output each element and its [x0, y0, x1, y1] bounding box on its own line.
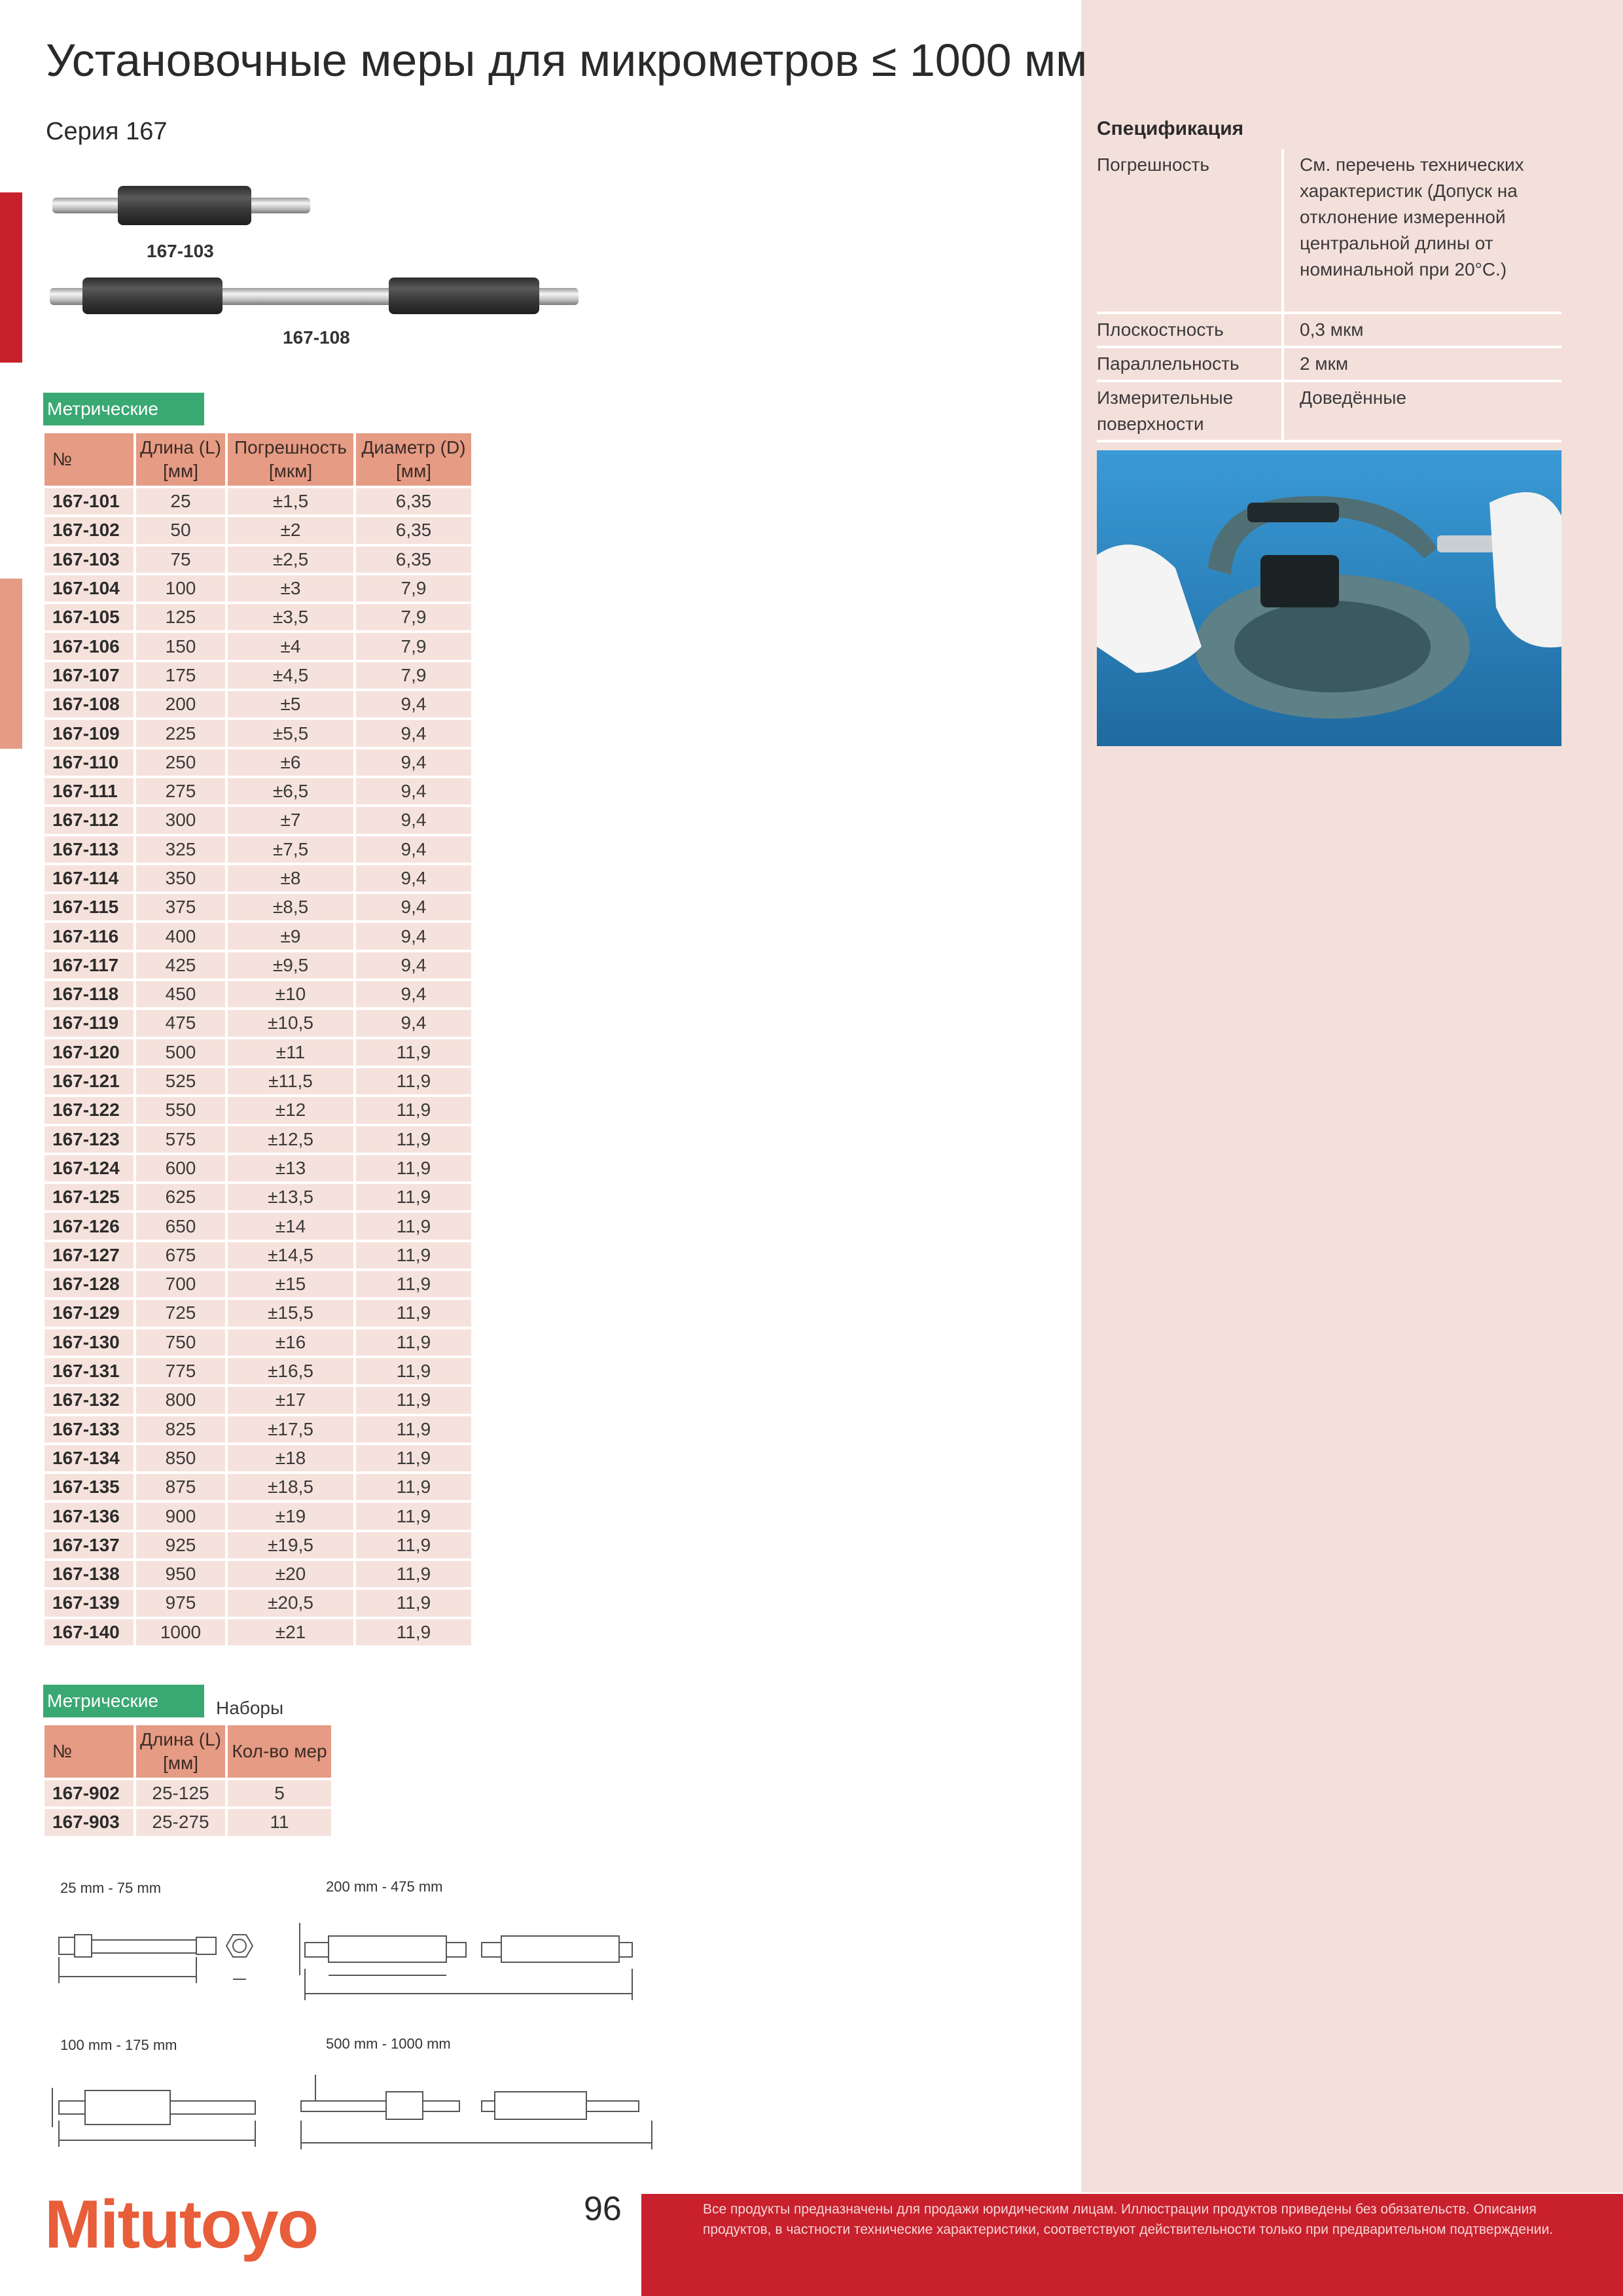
table-cell: ±15 [228, 1271, 356, 1300]
table-cell: ±10 [228, 981, 356, 1010]
table-cell: ±5 [228, 691, 356, 720]
cell-item-number: 167-134 [45, 1445, 136, 1474]
table-cell: 9,4 [356, 720, 474, 749]
table-cell: 75 [136, 547, 228, 575]
metric-table-row [45, 575, 474, 604]
table-cell: 125 [136, 604, 228, 633]
table-cell: ±7 [228, 807, 356, 836]
spec-key: Погрешность [1097, 149, 1284, 312]
table-cell: 11,9 [356, 1213, 474, 1242]
metric-table-row [45, 1068, 474, 1097]
metric-table-row [45, 720, 474, 749]
table-cell: 11 [228, 1809, 334, 1838]
table-cell: 9,4 [356, 691, 474, 720]
metric-table-row [45, 547, 474, 575]
table-cell: 9,4 [356, 1010, 474, 1039]
table-cell: 9,4 [356, 923, 474, 952]
table-cell: 11,9 [356, 1532, 474, 1561]
rod-long-label: 167-108 [283, 327, 350, 348]
table-cell: 300 [136, 807, 228, 836]
cell-item-number: 167-135 [45, 1474, 136, 1503]
metric-table-row [45, 807, 474, 836]
table-cell: 7,9 [356, 604, 474, 633]
table-cell: 11,9 [356, 1242, 474, 1271]
table-cell: 11,9 [356, 1590, 474, 1619]
cell-item-number: 167-104 [45, 575, 136, 604]
cell-item-number: 167-140 [45, 1619, 136, 1648]
metric-table-row [45, 1445, 474, 1474]
table-cell: 11,9 [356, 1329, 474, 1358]
table-cell: 450 [136, 981, 228, 1010]
table-cell: 9,4 [356, 865, 474, 894]
table-cell: 6,35 [356, 547, 474, 575]
metric-table-row [45, 1590, 474, 1619]
drawing-label-500-1000: 500 mm - 1000 mm [326, 2036, 451, 2052]
metric-table-row [45, 749, 474, 778]
metric-table [45, 433, 474, 1648]
sets-col-header-length: Длина (L) [мм] [136, 1725, 228, 1780]
table-cell: 800 [136, 1387, 228, 1416]
cell-item-number: 167-118 [45, 981, 136, 1010]
metric-table-row [45, 923, 474, 952]
table-cell: ±9,5 [228, 952, 356, 981]
sets-table-row [45, 1780, 334, 1809]
metric-table-row [45, 1619, 474, 1648]
metric-table-row [45, 604, 474, 633]
table-cell: 975 [136, 1590, 228, 1619]
cell-item-number: 167-132 [45, 1387, 136, 1416]
drawing-label-25-75: 25 mm - 75 mm [60, 1880, 162, 1896]
table-cell: ±15,5 [228, 1300, 356, 1329]
spec-value: 0,3 мкм [1300, 319, 1364, 340]
col-header-error: Погрешность [мкм] [228, 433, 356, 488]
table-cell: 400 [136, 923, 228, 952]
metric-table-row [45, 865, 474, 894]
cell-item-number: 167-133 [45, 1416, 136, 1445]
table-cell: 25-275 [136, 1809, 228, 1838]
cell-item-number: 167-126 [45, 1213, 136, 1242]
table-cell: 225 [136, 720, 228, 749]
table-cell: ±3 [228, 575, 356, 604]
table-cell: 11,9 [356, 1271, 474, 1300]
table-cell: 425 [136, 952, 228, 981]
metric-table-row [45, 1358, 474, 1387]
metric-table-row [45, 1242, 474, 1271]
page-title: Установочные меры для микрометров ≤ 1000 мм [46, 35, 1088, 86]
sets-table-row [45, 1809, 334, 1838]
table-cell: ±13 [228, 1155, 356, 1184]
cell-item-number: 167-127 [45, 1242, 136, 1271]
page-number: 96 [584, 2190, 622, 2228]
table-cell: ±10,5 [228, 1010, 356, 1039]
table-cell: ±2 [228, 517, 356, 546]
table-cell: ±13,5 [228, 1184, 356, 1213]
micrometer-usage-photo [1097, 450, 1561, 746]
table-cell: 11,9 [356, 1155, 474, 1184]
table-cell: 325 [136, 836, 228, 865]
table-cell: ±20 [228, 1561, 356, 1590]
footer-disclaimer: Все продукты предназначены для продажи юридическим лицам. Иллюстрации продуктов приведены без обязательств. Описания продуктов, в частности технические характеристики, соответствуют действительности только при предварительном подтверждении. [703, 2202, 1554, 2237]
metric-table-row [45, 836, 474, 865]
table-cell: 475 [136, 1010, 228, 1039]
table-cell: 9,4 [356, 952, 474, 981]
table-cell: ±12 [228, 1097, 356, 1126]
cell-item-number: 167-112 [45, 807, 136, 836]
cell-item-number: 167-130 [45, 1329, 136, 1358]
table-cell: 875 [136, 1474, 228, 1503]
metric-table-row [45, 1184, 474, 1213]
table-cell: 11,9 [356, 1039, 474, 1068]
drawing-label-200-475: 200 mm - 475 mm [326, 1878, 443, 1895]
table-cell: 11,9 [356, 1619, 474, 1648]
metric-table-row [45, 1503, 474, 1532]
table-cell: ±4,5 [228, 662, 356, 691]
col-header-no: № [45, 433, 136, 488]
table-cell: 25 [136, 488, 228, 517]
table-cell: 6,35 [356, 517, 474, 546]
cell-item-number: 167-131 [45, 1358, 136, 1387]
table-cell: 150 [136, 633, 228, 662]
cell-item-number: 167-107 [45, 662, 136, 691]
table-cell: ±1,5 [228, 488, 356, 517]
metric-table-row [45, 1474, 474, 1503]
sets-badge: Метрические [43, 1685, 204, 1717]
table-cell: 700 [136, 1271, 228, 1300]
drawing-500-1000 [298, 2062, 665, 2153]
spec-row-parallelism [1097, 348, 1561, 382]
table-cell: 175 [136, 662, 228, 691]
metric-table-row [45, 1416, 474, 1445]
metric-table-row [45, 488, 474, 517]
table-cell: 350 [136, 865, 228, 894]
drawing-label-100-175: 100 mm - 175 mm [60, 2037, 177, 2053]
metric-badge: Метрические [43, 393, 204, 425]
table-cell: 600 [136, 1155, 228, 1184]
metric-table-row [45, 1329, 474, 1358]
table-cell: ±11,5 [228, 1068, 356, 1097]
cell-item-number: 167-139 [45, 1590, 136, 1619]
cell-item-number: 167-902 [45, 1780, 136, 1809]
drawing-25-75 [46, 1911, 268, 2003]
table-cell: 725 [136, 1300, 228, 1329]
cell-item-number: 167-114 [45, 865, 136, 894]
table-cell: 550 [136, 1097, 228, 1126]
metric-table-row [45, 1126, 474, 1155]
table-cell: 7,9 [356, 575, 474, 604]
table-cell: ±2,5 [228, 547, 356, 575]
sets-col-header-no: № [45, 1725, 136, 1780]
rod-short-label: 167-103 [147, 241, 214, 261]
table-cell: 9,4 [356, 894, 474, 923]
table-cell: 750 [136, 1329, 228, 1358]
table-cell: 7,9 [356, 633, 474, 662]
cell-item-number: 167-105 [45, 604, 136, 633]
metric-table-row [45, 691, 474, 720]
cell-item-number: 167-137 [45, 1532, 136, 1561]
cell-item-number: 167-125 [45, 1184, 136, 1213]
metric-table-header [45, 433, 474, 488]
table-cell: 9,4 [356, 836, 474, 865]
table-cell: 50 [136, 517, 228, 546]
table-cell: ±14,5 [228, 1242, 356, 1271]
table-cell: 9,4 [356, 807, 474, 836]
cell-item-number: 167-117 [45, 952, 136, 981]
table-cell: 6,35 [356, 488, 474, 517]
spec-row-surfaces [1097, 382, 1561, 442]
table-cell: 11,9 [356, 1068, 474, 1097]
spec-table [1097, 149, 1561, 442]
table-cell: 650 [136, 1213, 228, 1242]
spec-row-flatness [1097, 314, 1561, 348]
table-cell: 100 [136, 575, 228, 604]
spec-value: Доведённые [1300, 387, 1406, 408]
table-cell: 850 [136, 1445, 228, 1474]
metric-table-row [45, 633, 474, 662]
table-cell: 275 [136, 778, 228, 807]
metric-table-row [45, 1097, 474, 1126]
sets-table-header [45, 1725, 334, 1780]
table-cell: ±21 [228, 1619, 356, 1648]
cell-item-number: 167-136 [45, 1503, 136, 1532]
spec-key: Плоскостность [1097, 314, 1284, 346]
table-cell: ±19 [228, 1503, 356, 1532]
table-cell: ±3,5 [228, 604, 356, 633]
table-cell: ±16,5 [228, 1358, 356, 1387]
table-cell: ±18,5 [228, 1474, 356, 1503]
sets-caption: Наборы [216, 1698, 284, 1718]
table-cell: 1000 [136, 1619, 228, 1648]
brand-logo: Mitutoyo [45, 2187, 318, 2263]
table-cell: 625 [136, 1184, 228, 1213]
metric-table-row [45, 1271, 474, 1300]
cell-item-number: 167-102 [45, 517, 136, 546]
table-cell: 11,9 [356, 1184, 474, 1213]
table-cell: 9,4 [356, 981, 474, 1010]
table-cell: 200 [136, 691, 228, 720]
table-cell: 11,9 [356, 1387, 474, 1416]
table-cell: 9,4 [356, 778, 474, 807]
metric-table-row [45, 1213, 474, 1242]
cell-item-number: 167-122 [45, 1097, 136, 1126]
metric-table-row [45, 778, 474, 807]
cell-item-number: 167-124 [45, 1155, 136, 1184]
table-cell: 250 [136, 749, 228, 778]
table-cell: ±20,5 [228, 1590, 356, 1619]
table-cell: 11,9 [356, 1474, 474, 1503]
table-cell: 25-125 [136, 1780, 228, 1809]
cell-item-number: 167-120 [45, 1039, 136, 1068]
table-cell: ±8,5 [228, 894, 356, 923]
table-cell: 11,9 [356, 1126, 474, 1155]
table-cell: 575 [136, 1126, 228, 1155]
rod-long-body-left [82, 278, 223, 314]
rod-long-body-right [389, 278, 539, 314]
table-cell: 950 [136, 1561, 228, 1590]
table-cell: 675 [136, 1242, 228, 1271]
table-cell: 775 [136, 1358, 228, 1387]
metric-table-row [45, 1561, 474, 1590]
table-cell: ±7,5 [228, 836, 356, 865]
table-cell: 11,9 [356, 1561, 474, 1590]
table-cell: 7,9 [356, 662, 474, 691]
metric-table-row [45, 952, 474, 981]
cell-item-number: 167-103 [45, 547, 136, 575]
metric-table-row [45, 662, 474, 691]
cell-item-number: 167-121 [45, 1068, 136, 1097]
metric-table-row [45, 1155, 474, 1184]
metric-table-row [45, 517, 474, 546]
metric-table-row [45, 1387, 474, 1416]
spec-heading: Спецификация [1097, 118, 1244, 139]
sets-col-header-count: Кол-во мер [228, 1725, 334, 1780]
table-cell: ±11 [228, 1039, 356, 1068]
table-cell: ±18 [228, 1445, 356, 1474]
table-cell: 9,4 [356, 749, 474, 778]
table-cell: 825 [136, 1416, 228, 1445]
cell-item-number: 167-129 [45, 1300, 136, 1329]
side-tab-salmon [0, 579, 22, 749]
table-cell: 925 [136, 1532, 228, 1561]
table-cell: ±14 [228, 1213, 356, 1242]
metric-table-row [45, 894, 474, 923]
rod-short-body [118, 186, 251, 225]
spec-row-accuracy [1097, 149, 1561, 314]
table-cell: ±9 [228, 923, 356, 952]
table-cell: ±12,5 [228, 1126, 356, 1155]
side-tab-red [0, 192, 22, 363]
table-cell: ±6,5 [228, 778, 356, 807]
cell-item-number: 167-106 [45, 633, 136, 662]
cell-item-number: 167-115 [45, 894, 136, 923]
drawing-100-175 [46, 2068, 268, 2153]
spec-key: Измерительные поверхности [1097, 382, 1284, 440]
cell-item-number: 167-111 [45, 778, 136, 807]
cell-item-number: 167-138 [45, 1561, 136, 1590]
cell-item-number: 167-110 [45, 749, 136, 778]
cell-item-number: 167-123 [45, 1126, 136, 1155]
table-cell: ±16 [228, 1329, 356, 1358]
table-cell: ±17,5 [228, 1416, 356, 1445]
cell-item-number: 167-903 [45, 1809, 136, 1838]
series-label: Серия 167 [46, 118, 168, 145]
table-cell: 525 [136, 1068, 228, 1097]
table-cell: 11,9 [356, 1097, 474, 1126]
metric-table-row [45, 1039, 474, 1068]
cell-item-number: 167-109 [45, 720, 136, 749]
cell-item-number: 167-108 [45, 691, 136, 720]
table-cell: ±5,5 [228, 720, 356, 749]
spec-value: 2 мкм [1300, 353, 1349, 374]
metric-table-row [45, 981, 474, 1010]
table-cell: ±19,5 [228, 1532, 356, 1561]
table-cell: ±8 [228, 865, 356, 894]
cell-item-number: 167-113 [45, 836, 136, 865]
cell-item-number: 167-128 [45, 1271, 136, 1300]
spec-value: См. перечень технических характеристик (Допуск на отклонение измеренной центральной длины от номинальной при 20°C.) [1300, 154, 1524, 279]
sets-table [45, 1725, 334, 1839]
table-cell: 11,9 [356, 1503, 474, 1532]
spec-key: Параллельность [1097, 348, 1284, 380]
table-cell: 375 [136, 894, 228, 923]
metric-table-row [45, 1532, 474, 1561]
drawing-200-475 [298, 1910, 639, 2008]
table-cell: 11,9 [356, 1416, 474, 1445]
table-cell: ±6 [228, 749, 356, 778]
metric-table-row [45, 1010, 474, 1039]
cell-item-number: 167-119 [45, 1010, 136, 1039]
table-cell: 5 [228, 1780, 334, 1809]
table-cell: ±17 [228, 1387, 356, 1416]
metric-table-row [45, 1300, 474, 1329]
table-cell: 11,9 [356, 1445, 474, 1474]
table-cell: 900 [136, 1503, 228, 1532]
table-cell: 500 [136, 1039, 228, 1068]
col-header-diameter: Диаметр (D) [мм] [356, 433, 474, 488]
table-cell: 11,9 [356, 1358, 474, 1387]
table-cell: 11,9 [356, 1300, 474, 1329]
table-cell: ±4 [228, 633, 356, 662]
cell-item-number: 167-101 [45, 488, 136, 517]
col-header-length: Длина (L) [мм] [136, 433, 228, 488]
cell-item-number: 167-116 [45, 923, 136, 952]
